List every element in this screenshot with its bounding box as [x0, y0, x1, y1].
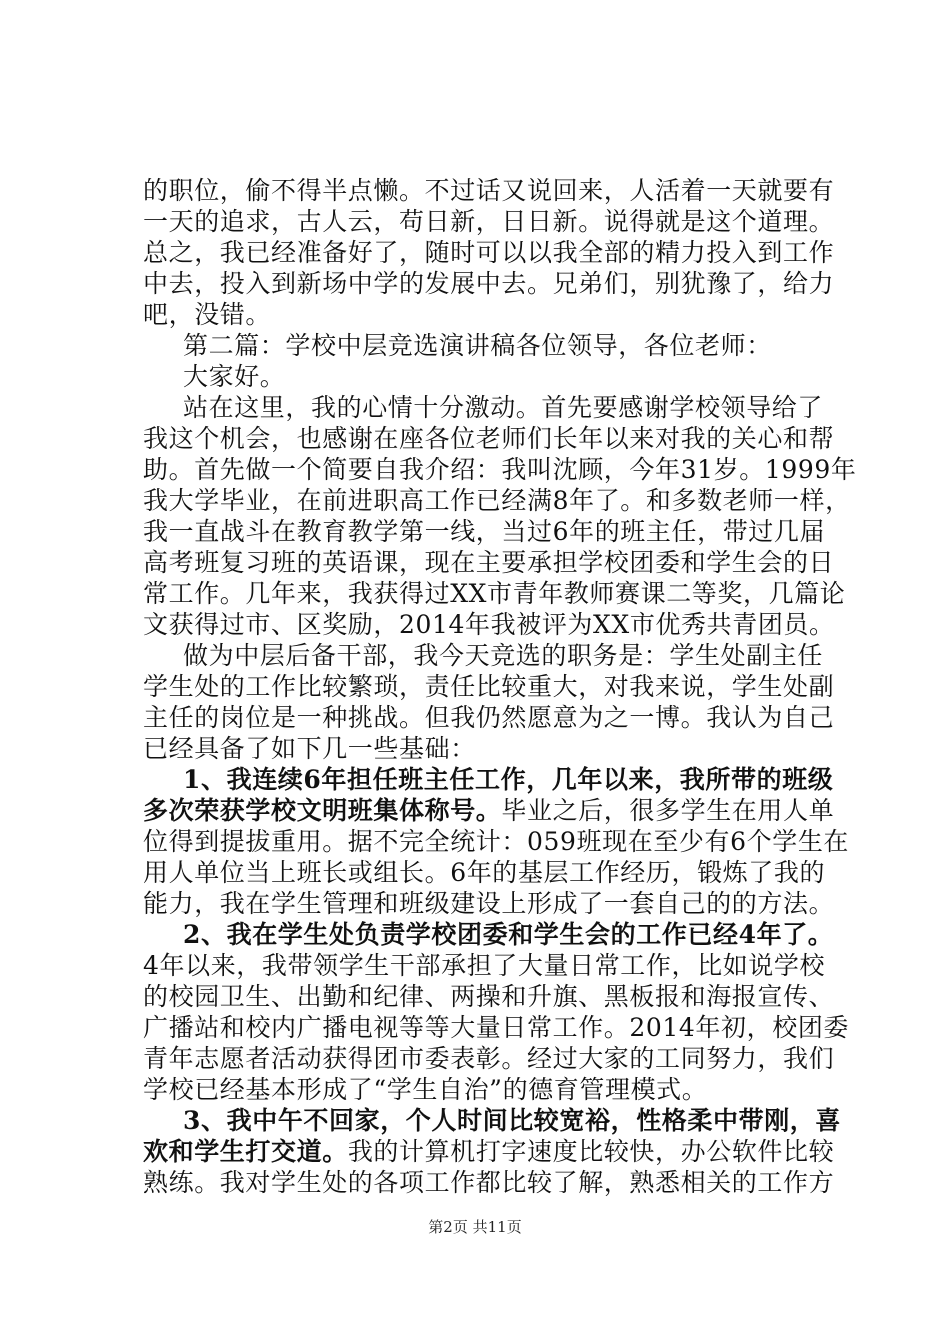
- text-line-content: 我大学毕业，在前进职高工作已经满8年了。和多数老师一样，: [143, 486, 851, 515]
- text-line-content: 我一直战斗在教育教学第一线，当过6年的班主任，带过几届: [143, 517, 826, 546]
- text-line-content: 主任的岗位是一种挑战。但我仍然愿意为之一博。我认为自己: [143, 703, 835, 732]
- text-line: [143, 826, 850, 857]
- text-line-content: 常工作。几年来，我获得过XX市青年教师赛课二等奖，几篇论: [143, 579, 846, 608]
- text-line: [143, 237, 843, 268]
- text-line-content: 总之，我已经准备好了，随时可以以我全部的精力投入到工作: [143, 238, 835, 267]
- text-line: [143, 764, 843, 795]
- text-line: [143, 361, 843, 392]
- text-line-content: 一天的追求，古人云，苟日新，日日新。说得就是这个道理。: [143, 207, 835, 236]
- text-line: [143, 516, 843, 547]
- text-line-content: 用人单位当上班长或组长。6年的基层工作经历，锻炼了我的: [143, 858, 826, 887]
- text-line: [143, 1012, 850, 1043]
- page-number-label: 第2页 共11页: [428, 1218, 522, 1236]
- text-line-content: 高考班复习班的英语课，现在主要承担学校团委和学生会的日: [143, 548, 835, 577]
- text-line-content: 吧，没错。: [143, 300, 272, 329]
- text-line: [143, 671, 843, 702]
- text-line-content: 站在这里，我的心情十分激动。首先要感谢学校领导给了: [183, 393, 824, 422]
- text-line: [143, 547, 843, 578]
- text-line-content: 青年志愿者活动获得团市委表彰。经过大家的工同努力，我们: [143, 1044, 835, 1073]
- text-line-content: 能力，我在学生管理和班级建设上形成了一套自己的的方法。: [143, 889, 835, 918]
- text-line: [143, 702, 843, 733]
- text-line: [143, 795, 843, 826]
- text-line-content: 熟练。我对学生处的各项工作都比较了解，熟悉相关的工作方: [143, 1168, 835, 1197]
- text-line-content: 已经具备了如下几一些基础：: [143, 734, 476, 763]
- text-line-content: 广播站和校内广播电视等等大量日常工作。2014年初，校团委: [143, 1013, 850, 1042]
- text-line: [143, 268, 843, 299]
- text-line-content: 学生处的工作比较繁琐，责任比较重大，对我来说，学生处副: [143, 672, 835, 701]
- text-line-content: 中去，投入到新场中学的发展中去。兄弟们，别犹豫了，给力: [143, 269, 835, 298]
- text-line-content: 多次荣获学校文明班集体称号。: [143, 796, 502, 825]
- text-line-content: 助。首先做一个简要自我介绍：我叫沈顾，今年31岁。1999年: [143, 455, 857, 484]
- text-line-content: 1、我连续6年担任班主任工作，几年以来，我所带的班级: [183, 765, 834, 794]
- text-line: [143, 1074, 843, 1105]
- document-body: [143, 175, 857, 1198]
- text-line-content: 4年以来，我带领学生干部承担了大量日常工作，比如说学校: [143, 951, 826, 980]
- text-line: [143, 578, 846, 609]
- text-line-content: 学校已经基本形成了“学生自治”的德育管理模式。: [143, 1075, 708, 1104]
- text-line: [143, 1043, 843, 1074]
- text-line-content: 做为中层后备干部，我今天竞选的职务是：学生处副主任: [183, 641, 824, 670]
- page-footer: [0, 1216, 950, 1237]
- text-line: [143, 392, 843, 423]
- text-line: [143, 1167, 843, 1198]
- text-line: [143, 175, 843, 206]
- text-line: [143, 299, 843, 330]
- text-line: [143, 640, 843, 671]
- text-line: [143, 330, 843, 361]
- text-line-content: 位得到提拔重用。据不完全统计：059班现在至少有6个学生在: [143, 827, 850, 856]
- text-line: [143, 888, 843, 919]
- text-line: [143, 1105, 843, 1136]
- text-line: [143, 981, 843, 1012]
- text-line-continuation: 毕业之后，很多学生在用人单: [501, 796, 835, 825]
- text-line-content: 的职位，偷不得半点懒。不过话又说回来，人活着一天就要有: [143, 176, 835, 205]
- text-line-content: 3、我中午不回家，个人时间比较宽裕，性格柔中带刚，喜: [183, 1106, 841, 1135]
- text-line-content: 第二篇：学校中层竞选演讲稿各位领导，各位老师：: [183, 331, 772, 360]
- text-line-content: 2、我在学生处负责学校团委和学生会的工作已经4年了。: [183, 920, 834, 949]
- text-line: [143, 454, 857, 485]
- text-line-content: 欢和学生打交道。: [143, 1137, 348, 1166]
- text-line: [143, 485, 851, 516]
- text-line: [143, 733, 843, 764]
- text-line: [143, 206, 843, 237]
- text-line: [143, 1136, 843, 1167]
- text-line: [143, 609, 843, 640]
- text-line: [143, 423, 843, 454]
- text-line: [143, 919, 843, 950]
- text-line-continuation: 我的计算机打字速度比较快，办公软件比较: [347, 1137, 835, 1166]
- text-line-content: 文获得过市、区奖励，2014年我被评为XX市优秀共青团员。: [143, 610, 835, 639]
- text-line: [143, 950, 843, 981]
- text-line-content: 我这个机会，也感谢在座各位老师们长年以来对我的关心和帮: [143, 424, 835, 453]
- text-line-content: 的校园卫生、出勤和纪律、两操和升旗、黑板报和海报宣传、: [143, 982, 835, 1011]
- text-line-content: 大家好。: [183, 362, 286, 391]
- text-line: [143, 857, 843, 888]
